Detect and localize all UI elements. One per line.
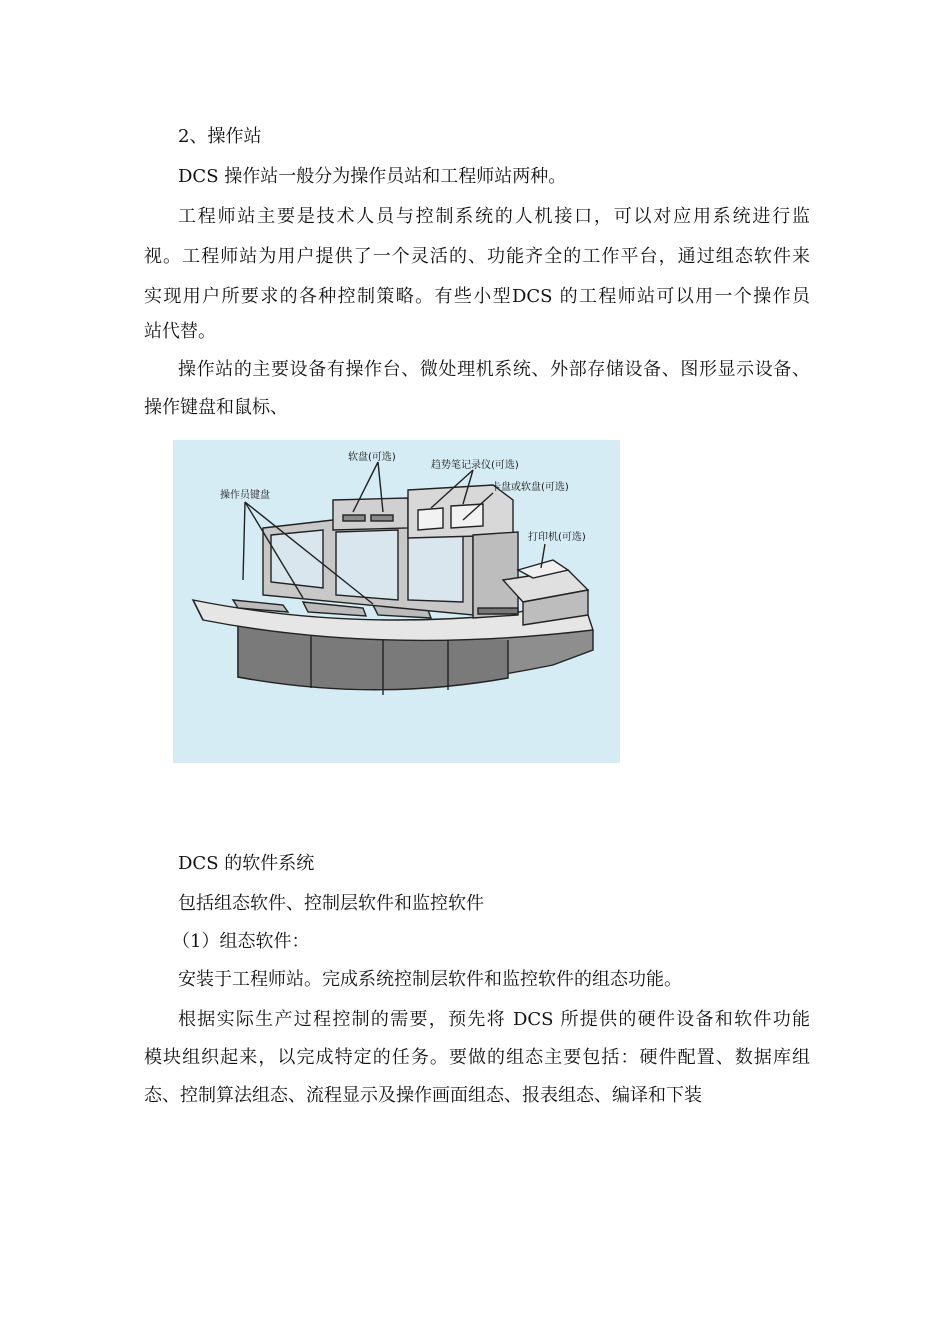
paragraph-config-line-1: 根据实际生产过程控制的需要，预先将 DCS 所提供的硬件设备和软件功能: [178, 1009, 810, 1030]
paragraph-engineer-line-2: 视。工程师站为用户提供了一个灵活的、功能齐全的工作平台，通过组态软件来: [144, 246, 810, 267]
paragraph-equipment-line-2: 操作键盘和鼠标、: [144, 397, 288, 418]
paragraph-config-line-3: 态、控制算法组态、流程显示及操作画面组态、报表组态、编译和下装: [144, 1085, 702, 1106]
label-printer: 打印机(可选): [528, 532, 586, 543]
software-system-intro: 包括组态软件、控制层软件和监控软件: [178, 893, 484, 914]
item1-title: （1）组态软件：: [172, 931, 310, 952]
section-heading: 2、操作站: [178, 126, 262, 147]
label-floppy: 软盘(可选): [348, 452, 396, 463]
software-system-title: DCS 的软件系统: [178, 853, 315, 874]
paragraph-equipment-line-1: 操作站的主要设备有操作台、微处理机系统、外部存储设备、图形显示设备、: [178, 359, 810, 380]
paragraph-engineer-line-4: 站代替。: [144, 321, 216, 342]
item1-description: 安装于工程师站。完成系统控制层软件和监控软件的组态功能。: [178, 969, 682, 990]
label-operator-keyboard: 操作员键盘: [220, 490, 270, 501]
paragraph-engineer-line-3: 实现用户所要求的各种控制策略。有些小型DCS 的工程师站可以用一个操作员: [144, 286, 810, 307]
paragraph-dcs-stations: DCS 操作站一般分为操作员站和工程师站两种。: [178, 166, 567, 187]
label-card-floppy: 卡盘或软盘(可选): [491, 482, 569, 493]
operator-console-figure: [173, 440, 620, 763]
paragraph-config-line-2: 模块组织起来，以完成特定的任务。要做的组态主要包括：硬件配置、数据库组: [144, 1047, 810, 1068]
label-trend-recorder: 趋势笔记录仪(可选): [431, 460, 519, 471]
operator-console-illustration: [173, 440, 620, 763]
paragraph-engineer-line-1: 工程师站主要是技术人员与控制系统的人机接口，可以对应用系统进行监: [178, 206, 810, 227]
